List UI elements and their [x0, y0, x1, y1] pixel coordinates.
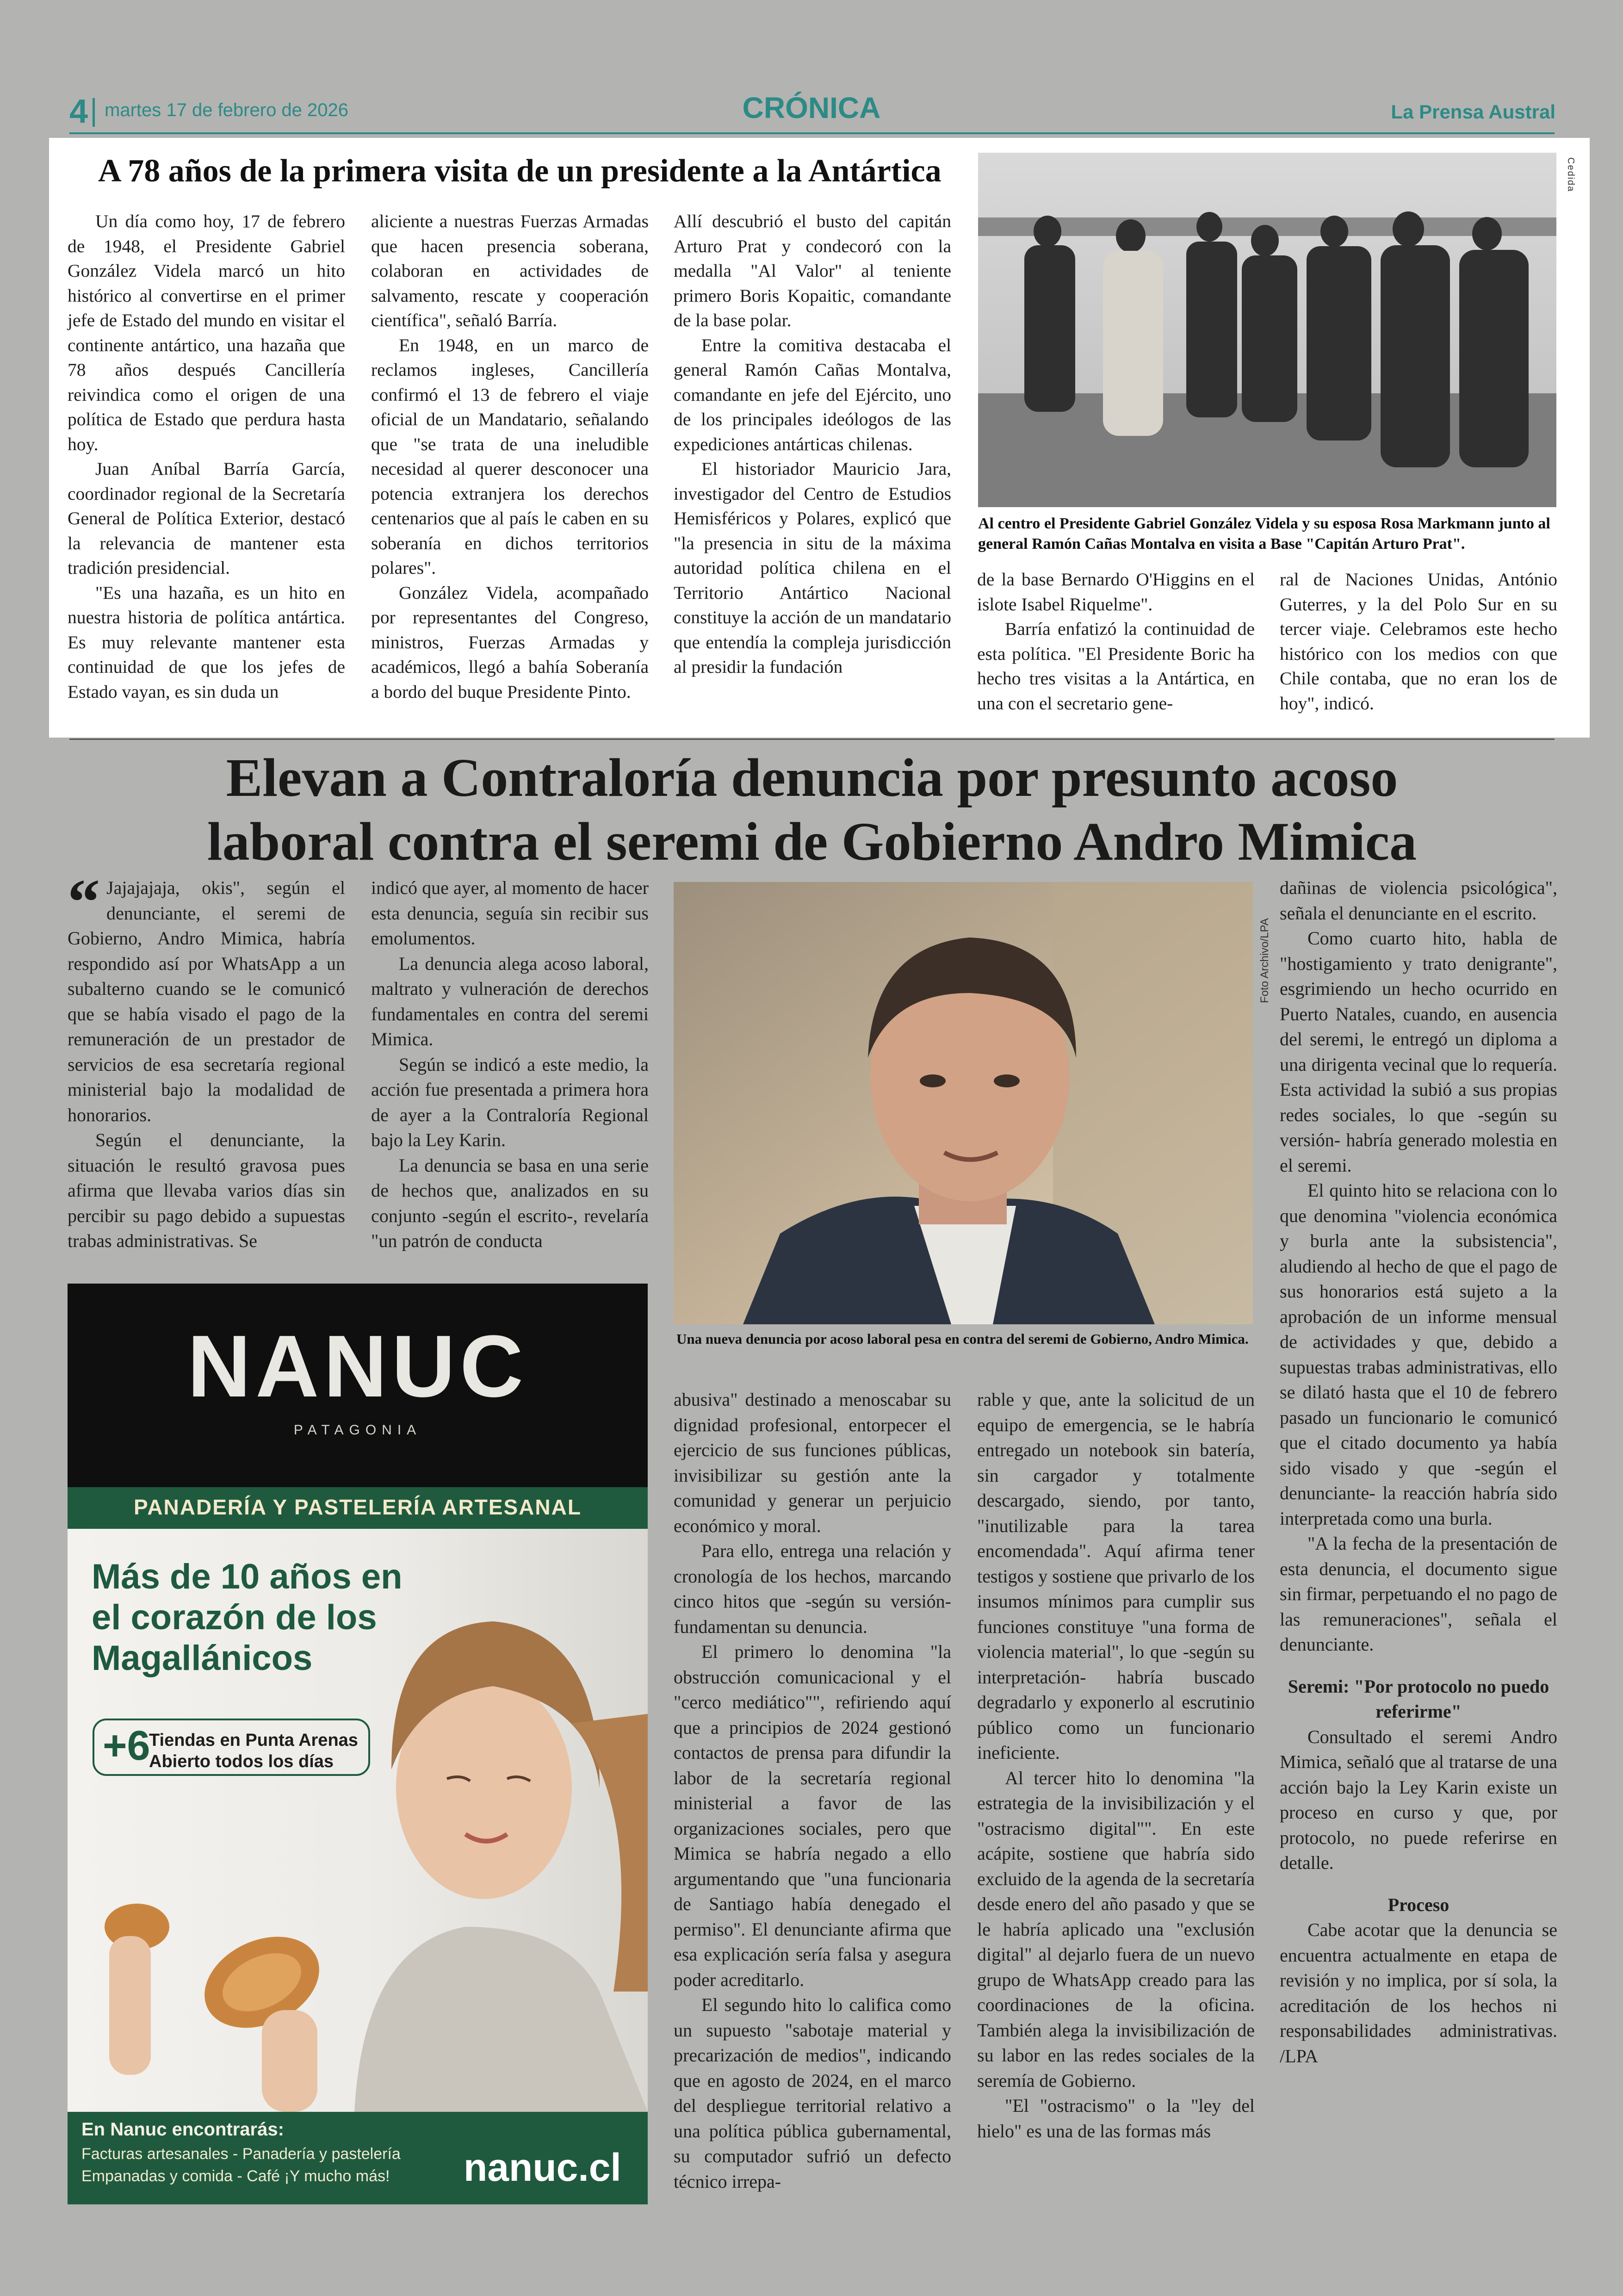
- article-antartica-title: A 78 años de la primera visita de un presidente a la Antártica: [98, 153, 942, 189]
- ad-ribbon-text: PANADERÍA Y PASTELERÍA ARTESANAL: [134, 1495, 582, 1519]
- article-denuncia-column-5: [1280, 875, 1557, 2069]
- paragraph: indicó que ayer, al momento de hacer esta denuncia, seguía sin recibir sus emolumentos.: [371, 877, 649, 949]
- paragraph: Juan Aníbal Barría García, coordinador regional de la Secretaría General de Política Exterior, destacó la relevancia de mantener esta tradición presidencial.: [68, 459, 345, 578]
- headline-line-2: laboral contra el seremi de Gobierno Andro Mimica: [207, 811, 1417, 872]
- ad-brand-logo: NANUC: [187, 1317, 528, 1415]
- paragraph: Barría enfatizó la continuidad de esta política. "El Presidente Boric ha hecho tres visitas a la Antártica, en una con el secretario gene-: [977, 619, 1255, 714]
- paragraph: ral de Naciones Unidas, António Guterres, y la del Polo Sur en su tercer viaje. Celebramos este hecho histórico con los medios con que Chile contaba, que no eran los de hoy", indicó.: [1280, 569, 1557, 714]
- ad-stores-line-2: Abierto todos los días: [149, 1752, 334, 1771]
- ad-stores-count: +6: [103, 1723, 150, 1769]
- article-antartica-column-5: [1280, 567, 1557, 716]
- header-rule: [69, 132, 1555, 134]
- ad-stores-line-1: Tiendas en Punta Arenas: [149, 1731, 358, 1750]
- paragraph: Entre la comitiva destacaba el general Ramón Cañas Montalva, comandante en jefe del Ejército, uno de los principales ideólogos de las expediciones antárticas chilenas.: [674, 335, 951, 454]
- historic-expedition-photo: [978, 153, 1556, 507]
- paragraph: Como cuarto hito, habla de "hostigamiento y trato denigrante", esgrimiendo un hecho ocurrido en Puerto Natales, cuando, en ausencia del seremi, le entregó un diploma a una dirigenta vecinal que lo requería. Esta actividad la subió a sus propias redes sociales, lo que -según su versión- habría generado molestia en el seremi.: [1280, 928, 1557, 1176]
- publication-name: La Prensa Austral: [1391, 101, 1555, 123]
- historic-photo-caption: Al centro el Presidente Gabriel González Videla y su esposa Rosa Markmann junto al general Ramón Cañas Montalva en visita a Base "Capitán Arturo Prat".: [978, 515, 1550, 552]
- issue-date: martes 17 de febrero de 2026: [105, 100, 349, 120]
- paragraph: aliciente a nuestras Fuerzas Armadas que hacen presencia soberana, colaboran en actividades de salvamento, rescate y cooperación científica", señaló Barría.: [371, 211, 649, 330]
- photo-credit: Cedida: [1566, 157, 1576, 192]
- article-separator: [69, 738, 1555, 740]
- paragraph: Jajajajaja, okis", según el denunciante, el seremi de Gobierno, Andro Mimica, habría respondido así por WhatsApp a un subalterno cuando se le comunicó que se había visado el pago de la remuneración de un prestador de servicios de esa secretaría regional ministerial bajo la modalidad de honorarios.: [68, 877, 345, 1125]
- article-antartica-column-4: [977, 567, 1255, 716]
- header-divider: [93, 98, 95, 127]
- paragraph: "Es una hazaña, es un hito en nuestra historia de política antártica. Es muy relevante mantener esta continuidad de que los jefes de Estado vayan, es sin duda un: [68, 582, 345, 702]
- ad-footer-line-1: Facturas artesanales - Panadería y pastelería: [81, 2145, 401, 2163]
- subhead-seremi: Seremi: "Por protocolo no puedo referirme": [1288, 1675, 1549, 1722]
- subhead-proceso: Proceso: [1388, 1894, 1450, 1915]
- page-number: 4: [69, 93, 88, 130]
- paragraph: abusiva" destinado a menoscabar su dignidad profesional, entorpecer el ejercicio de sus funciones públicas, invisibilizar su gestión ante la comunidad y generar un perjuicio económico y moral.: [674, 1389, 951, 1536]
- portrait-illustration: [674, 882, 1253, 1324]
- article-denuncia-column-4: [977, 1387, 1255, 2144]
- paragraph: Según se indicó a este medio, la acción fue presentada a primera hora de ayer a la Contraloría Regional bajo la Ley Karin.: [371, 1054, 649, 1150]
- article-antartica-column-3: [674, 209, 951, 680]
- seremi-portrait-photo: [674, 882, 1253, 1324]
- paragraph: Allí descubrió el busto del capitán Arturo Prat y condecoró con la medalla "Al Valor" al teniente primero Boris Kopaitic, comandante de la base polar.: [674, 211, 951, 330]
- paragraph: "El "ostracismo" o la "ley del hielo" es una de las formas más: [977, 2095, 1255, 2141]
- ad-footer-heading: En Nanuc encontrarás:: [81, 2119, 284, 2140]
- paragraph: de la base Bernardo O'Higgins en el islote Isabel Riquelme".: [977, 569, 1255, 614]
- ad-headline: Más de 10 años en el corazón de los Magallánicos: [92, 1557, 403, 1678]
- paragraph: Al tercer hito lo denomina "la estrategia de la invisibilización y el "ostracismo digital"". En este acápite, sostiene que habría sido excluido de la agenda de la secretaría desde enero del año pasado y que se le habría aplicado una "exclusión digital" al dejarlo fuera de un nuevo grupo de WhatsApp creado para las coordinaciones de la oficina. También alega la invisibilización de su labor en las redes sociales de la seremía de Gobierno.: [977, 1767, 1255, 2091]
- paragraph: El segundo hito lo califica como un supuesto "sabotaje material y precarización de medios", indicando que en agosto de 2024, en el marco del despliegue territorial relativo a una política pública gubernamental, su computador sufrió un defecto técnico irrepa-: [674, 1994, 951, 2192]
- paragraph: Según el denunciante, la situación le resultó gravosa pues afirma que llevaba varios días sin percibir su pago debido a supuestas trabas administrativas. Se: [68, 1129, 345, 1251]
- article-denuncia-headline: [69, 746, 1555, 874]
- photo-credit: Foto Archivo/LPA: [1258, 918, 1271, 1003]
- paragraph: La denuncia se basa en una serie de hechos que, analizados en su conjunto -según el escrito-, revelaría "un patrón de conducta: [371, 1154, 649, 1251]
- article-denuncia-column-2: [371, 875, 649, 1254]
- paragraph: La denuncia alega acoso laboral, maltrato y vulneración de derechos fundamentales en contra del seremi Mimica.: [371, 953, 649, 1049]
- article-denuncia-column-3: [674, 1387, 951, 2194]
- paragraph: Consultado el seremi Andro Mimica, señaló que al tratarse de una acción bajo la Ley Karin existe un proceso en curso y que, por protocolo, no puede referirse en detalle.: [1280, 1726, 1557, 1873]
- paragraph: Cabe acotar que la denuncia se encuentra actualmente en etapa de revisión y no implica, por sí sola, la acreditación de los hechos ni responsabilidades administrativas. /LPA: [1280, 1919, 1557, 2066]
- paragraph: El historiador Mauricio Jara, investigador del Centro de Estudios Hemisféricos y Polares, explicó que "la presencia in situ de la máxima autoridad política chilena en el Territorio Antártico Nacional constituye la acción de un mandatario que entendía la compleja jurisdicción al presidir la fundación: [674, 459, 951, 677]
- paragraph: rable y que, ante la solicitud de un equipo de emergencia, se le habría entregado un notebook sin batería, sin cargador y totalmente descargado, siendo, por tanto, "inutilizable para la tarea encomendada". Aquí afirma tener testigos y sostiene que privarlo de los insumos mínimos para cumplir sus funciones constituye "una forma de violencia material", lo que -según su interpretación- habría buscado degradarlo y exponerlo al escrutinio público como un funcionario ineficiente.: [977, 1389, 1255, 1763]
- paragraph: Un día como hoy, 17 de febrero de 1948, el Presidente Gabriel González Videla marcó un hito histórico al convertirse en el primer jefe de Estado del mundo en visitar el continente antártico, una hazaña que 78 años después Cancillería reivindica como el origen de una política de Estado que perdura hasta hoy.: [68, 211, 345, 454]
- paragraph: González Videla, acompañado por representantes del Congreso, ministros, Fuerzas Armadas y académicos, llegó a bahía Soberanía a bordo del buque Presidente Pinto.: [371, 582, 649, 702]
- paragraph: Para ello, entrega una relación y cronología de los hechos, marcando cinco hitos que -según su versión- fundamentan su denuncia.: [674, 1540, 951, 1637]
- paragraph: El primero lo denomina "la obstrucción comunicacional y el "cerco mediático"", refiriendo aquí que a principios de 2024 gestionó contactos de prensa para difundir la labor de la secretaría regional ministerial a favor de las organizaciones sociales, pero que Mimica se habría negado a ello argumentando que "una funcionaria de Santiago había denegado el permiso". El denunciante afirma que esa explicación sería falsa y asegura poder acreditarlo.: [674, 1641, 951, 1990]
- article-antartica-column-1: [68, 209, 345, 704]
- paragraph: dañinas de violencia psicológica", señala el denunciante en el escrito.: [1280, 877, 1557, 924]
- opening-quote-mark: “: [68, 866, 100, 938]
- paragraph: En 1948, en un marco de reclamos ingleses, Cancillería confirmó el 13 de febrero el viaje oficial de un Mandatario, señalando que "se trata de una ineludible necesidad al querer desconocer una potencia extranjera los derechos centenarios que al país le caben en su soberanía en dichos territorios polares".: [371, 335, 649, 578]
- article-denuncia-column-1: [68, 866, 345, 1254]
- portrait-caption: Una nueva denuncia por acoso laboral pesa en contra del seremi de Gobierno, Andro Mimica.: [676, 1331, 1249, 1347]
- paragraph: El quinto hito se relaciona con lo que denomina "violencia económica y burla ante la subsistencia", aludiendo al hecho de que el pago de sus honorarios está sujeto a la aprobación de un informe mensual de actividades y que, debido a supuestas trabas administrativas, ello se dilató hasta que el 10 de febrero pasado un funcionario le comunicó que el citado documento ya había sido visado y que -según el denunciante- la reacción habría sido interpretada como una burla.: [1280, 1180, 1557, 1529]
- ad-sub-brand: PATAGONIA: [293, 1422, 422, 1438]
- section-title: CRÓNICA: [742, 91, 881, 124]
- historic-photo-illustration: [978, 153, 1556, 507]
- ad-footer-line-2: Empanadas y comida - Café ¡Y mucho más!: [81, 2167, 390, 2185]
- article-antartica-column-2: [371, 209, 649, 704]
- ad-website-link[interactable]: nanuc.cl: [464, 2146, 621, 2189]
- paragraph: "A la fecha de la presentación de esta denuncia, el documento sigue sin firmar, perpetuando el no pago de las remuneraciones", señala el denunciante.: [1280, 1533, 1557, 1655]
- headline-line-1: Elevan a Contraloría denuncia por presunto acoso: [226, 747, 1398, 808]
